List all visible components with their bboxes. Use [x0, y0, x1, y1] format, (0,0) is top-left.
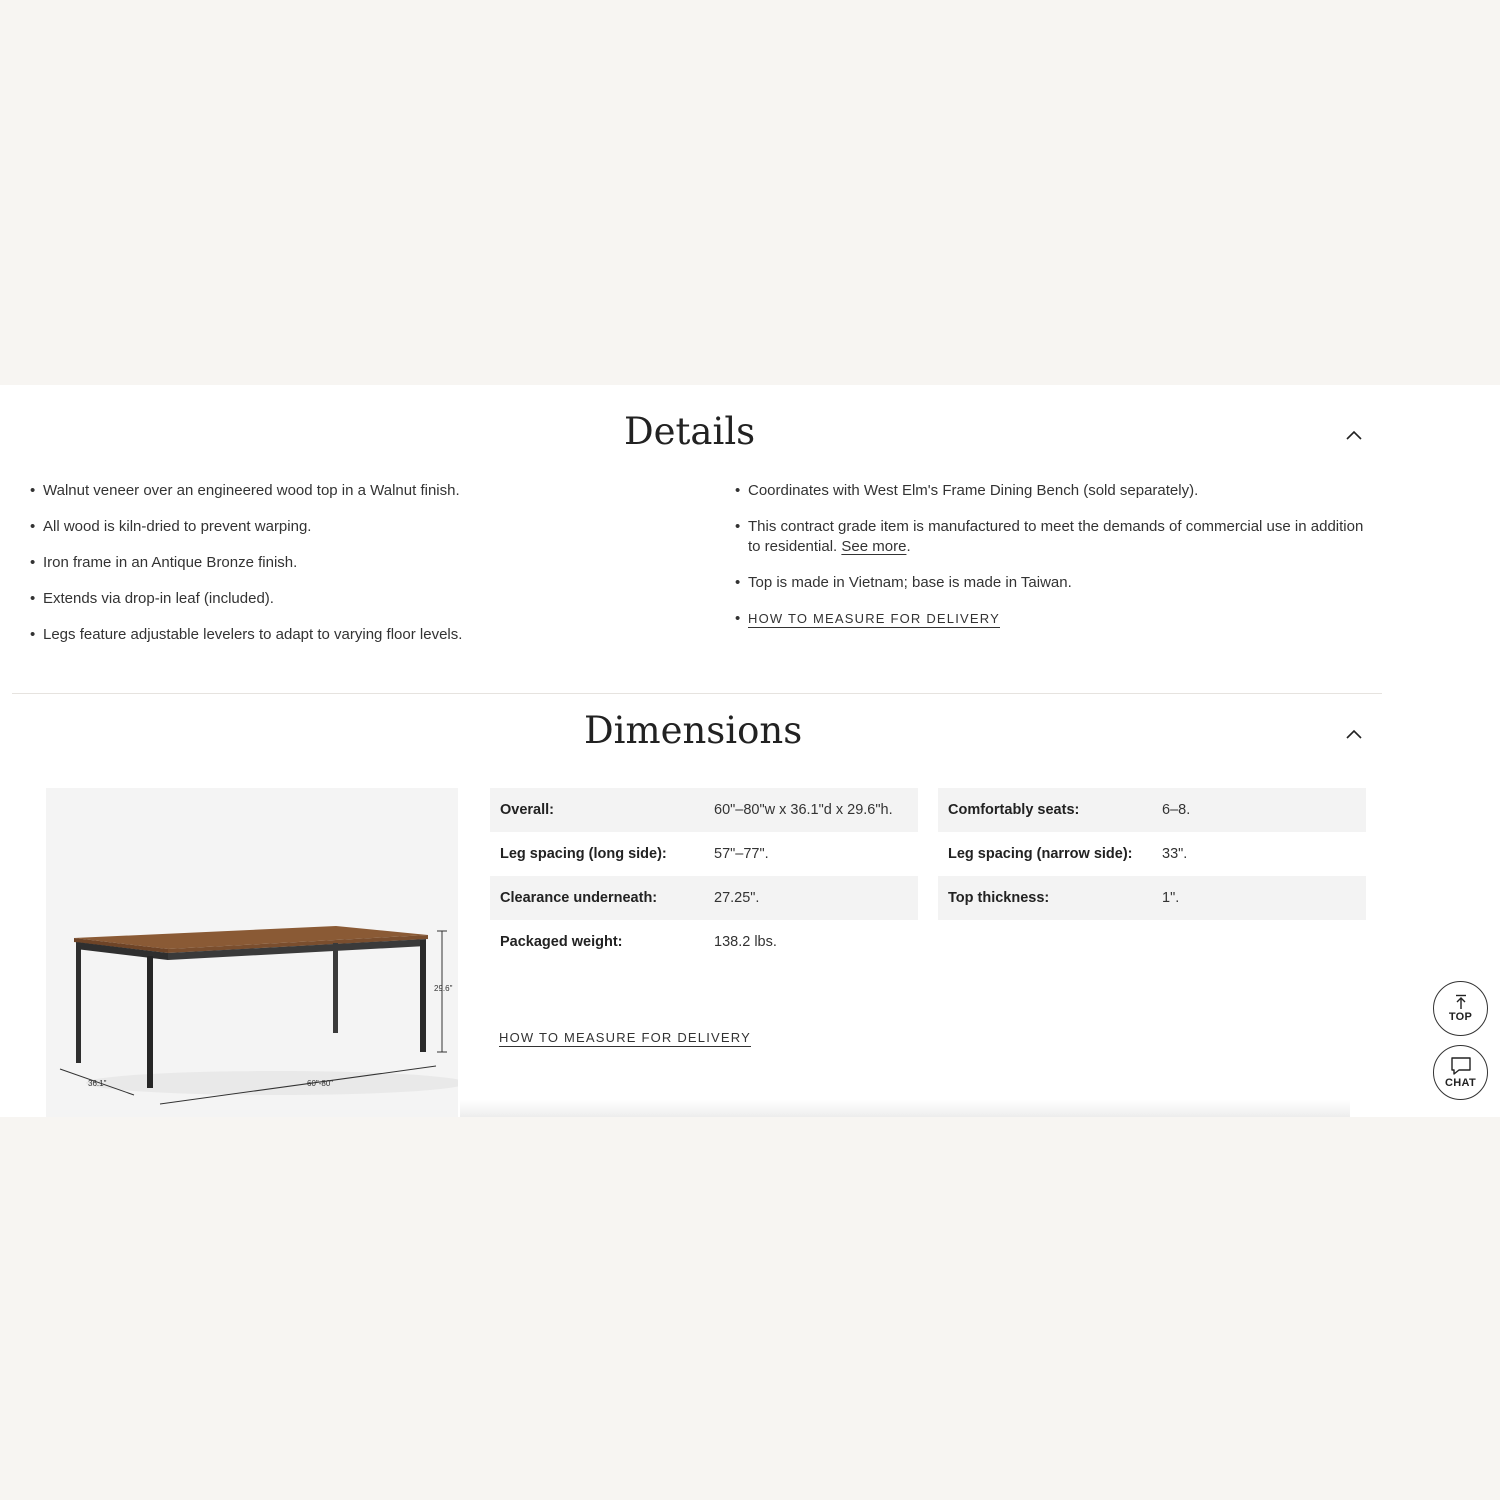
contract-grade-text: This contract grade item is manufactured to meet the demands of commercial use in addition to residential. — [748, 518, 1364, 555]
details-item: • Walnut veneer over an engineered wood top in a Walnut finish. — [30, 481, 690, 501]
spec-value: 1". — [1162, 890, 1180, 906]
back-to-top-label: TOP — [1448, 1011, 1473, 1023]
details-collapse-toggle[interactable] — [1341, 422, 1367, 448]
spec-row — [938, 832, 1366, 876]
dimensions-collapse-toggle[interactable] — [1341, 721, 1367, 747]
details-item-contract: • This contract grade item is manufactured to meet the demands of commercial use in addition to residential. See more. — [735, 517, 1365, 557]
spec-row — [490, 920, 918, 964]
spec-row — [490, 876, 918, 920]
details-heading: Details — [624, 410, 756, 453]
chat-label: CHAT — [1445, 1077, 1476, 1089]
details-list-left — [30, 481, 690, 661]
depth-dimension-label: 36.1" — [88, 1079, 107, 1088]
section-divider — [12, 693, 1382, 694]
spec-label: Leg spacing (narrow side): — [948, 846, 1133, 862]
see-more-link[interactable]: See more — [841, 538, 907, 555]
chat-bubble-icon — [1449, 1056, 1473, 1076]
spec-value: 6–8. — [1162, 802, 1191, 818]
chevron-up-icon — [1345, 728, 1363, 740]
spec-label: Top thickness: — [948, 890, 1050, 906]
width-dimension-label: 60"-80" — [307, 1079, 334, 1088]
details-item: • All wood is kiln-dried to prevent warping. — [30, 517, 690, 537]
spec-value: 57"–77". — [714, 846, 769, 862]
details-item: • Coordinates with West Elm's Frame Dining Bench (sold separately). — [735, 481, 1365, 501]
dining-table-illustration — [46, 788, 458, 1117]
details-item: • Iron frame in an Antique Bronze finish. — [30, 553, 690, 573]
chat-button[interactable] — [1433, 1045, 1488, 1100]
details-list-right — [735, 481, 1365, 645]
spec-row — [938, 876, 1366, 920]
table-dimension-image — [46, 788, 458, 1117]
spec-value: 60"–80"w x 36.1"d x 29.6"h. — [714, 802, 893, 818]
spec-row — [490, 788, 918, 832]
spec-label: Overall: — [500, 802, 554, 818]
panel-bottom-fade — [460, 1100, 1350, 1117]
chevron-up-icon — [1345, 429, 1363, 441]
spec-value: 33". — [1162, 846, 1188, 862]
spec-label: Leg spacing (long side): — [500, 846, 667, 862]
details-item-measure — [735, 609, 1365, 629]
spec-label: Clearance underneath: — [500, 890, 658, 906]
measure-delivery-link[interactable]: HOW TO MEASURE FOR DELIVERY — [499, 1030, 751, 1045]
spec-label: Comfortably seats: — [948, 802, 1080, 818]
details-item: • Top is made in Vietnam; base is made in Taiwan. — [735, 573, 1365, 593]
back-to-top-button[interactable] — [1433, 981, 1488, 1036]
measure-delivery-link[interactable]: HOW TO MEASURE FOR DELIVERY — [748, 611, 1000, 626]
details-item: • Legs feature adjustable levelers to adapt to varying floor levels. — [30, 625, 690, 645]
dimensions-spec-table — [490, 788, 1347, 964]
height-dimension-label: 29.6" — [434, 984, 453, 993]
details-item: • Extends via drop-in leaf (included). — [30, 589, 690, 609]
arrow-up-to-line-icon — [1454, 994, 1468, 1010]
spec-row — [938, 788, 1366, 832]
spec-value: 138.2 lbs. — [714, 934, 777, 950]
spec-label: Packaged weight: — [500, 934, 623, 950]
spec-row — [490, 832, 918, 876]
spec-value: 27.25". — [714, 890, 760, 906]
dimensions-heading: Dimensions — [584, 709, 803, 752]
